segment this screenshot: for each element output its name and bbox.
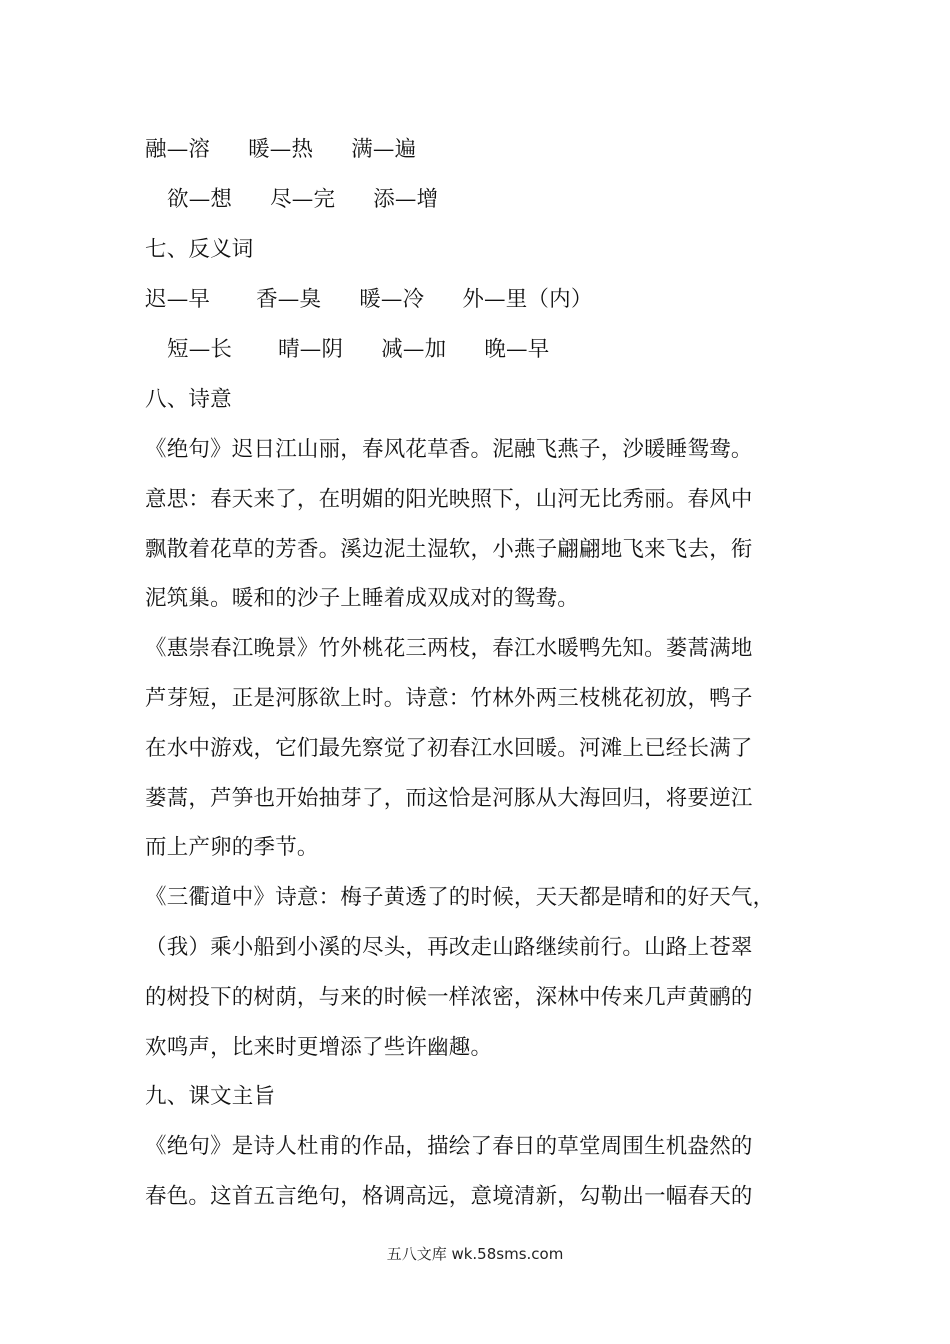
paragraph-line: 《绝句》是诗人杜甫的作品，描绘了春日的草堂周围生机盎然的	[145, 1134, 753, 1159]
page-footer: 五八文库 wk.58sms.com	[386, 1245, 564, 1263]
paragraph-line: （我）乘小船到小溪的尽头，再改走山路继续前行。山路上苍翠	[145, 935, 753, 960]
paragraph-line: 的树投下的树荫，与来的时候一样浓密，深林中传来几声黄鹂的	[145, 985, 753, 1010]
synonym-pair: 添—增	[373, 187, 439, 212]
paragraph-line: 《三衢道中》诗意：梅子黄透了的时候，天天都是晴和的好天气，	[145, 885, 775, 910]
antonym-pair: 晚—早	[484, 337, 550, 362]
section-heading-poem-meaning: 八、诗意	[145, 387, 232, 412]
paragraph-line: 欢鸣声，比来时更增添了些许幽趣。	[145, 1035, 493, 1060]
antonym-pair: 晴—阴	[278, 337, 344, 362]
paragraph-line: 蒌蒿，芦笋也开始抽芽了，而这恰是河豚从大海回归，将要逆江	[145, 786, 753, 811]
paragraph-line: 而上产卵的季节。	[145, 835, 319, 860]
antonym-pair: 暖—冷	[359, 287, 425, 312]
paragraph-line: 春色。这首五言绝句，格调高远，意境清新，勾勒出一幅春天的	[145, 1184, 753, 1209]
antonym-row-2	[167, 335, 549, 365]
antonym-pair: 减—加	[381, 337, 447, 362]
section-heading-antonyms: 七、反义词	[145, 237, 254, 262]
synonym-row-2	[167, 185, 438, 215]
paragraph-line: 在水中游戏，它们最先察觉了初春江水回暖。河滩上已经长满了	[145, 736, 753, 761]
synonym-row-1	[145, 135, 416, 165]
paragraph-line: 意思：春天来了，在明媚的阳光映照下，山河无比秀丽。春风中	[145, 487, 753, 512]
section-heading-main-idea: 九、课文主旨	[145, 1084, 276, 1109]
synonym-pair: 融—溶	[145, 137, 211, 162]
paragraph-line: 《绝句》迟日江山丽，春风花草香。泥融飞燕子，沙暖睡鸳鸯。	[145, 437, 753, 462]
antonym-pair: 短—长	[167, 337, 233, 362]
antonym-row-1	[145, 285, 593, 315]
synonym-pair: 欲—想	[167, 187, 233, 212]
paragraph-line: 泥筑巢。暖和的沙子上睡着成双成对的鸳鸯。	[145, 586, 580, 611]
synonym-pair: 尽—完	[270, 187, 336, 212]
antonym-pair: 香—臭	[256, 287, 322, 312]
paragraph-line: 芦芽短，正是河豚欲上时。诗意：竹林外两三枝桃花初放，鸭子	[145, 686, 753, 711]
antonym-pair: 迟—早	[145, 287, 211, 312]
synonym-pair: 满—遍	[351, 137, 417, 162]
synonym-pair: 暖—热	[248, 137, 314, 162]
antonym-pair: 外—里（内）	[462, 287, 593, 312]
paragraph-line: 飘散着花草的芳香。溪边泥土湿软，小燕子翩翩地飞来飞去，衔	[145, 537, 753, 562]
paragraph-line: 《惠崇春江晚景》竹外桃花三两枝，春江水暖鸭先知。蒌蒿满地	[145, 636, 753, 661]
